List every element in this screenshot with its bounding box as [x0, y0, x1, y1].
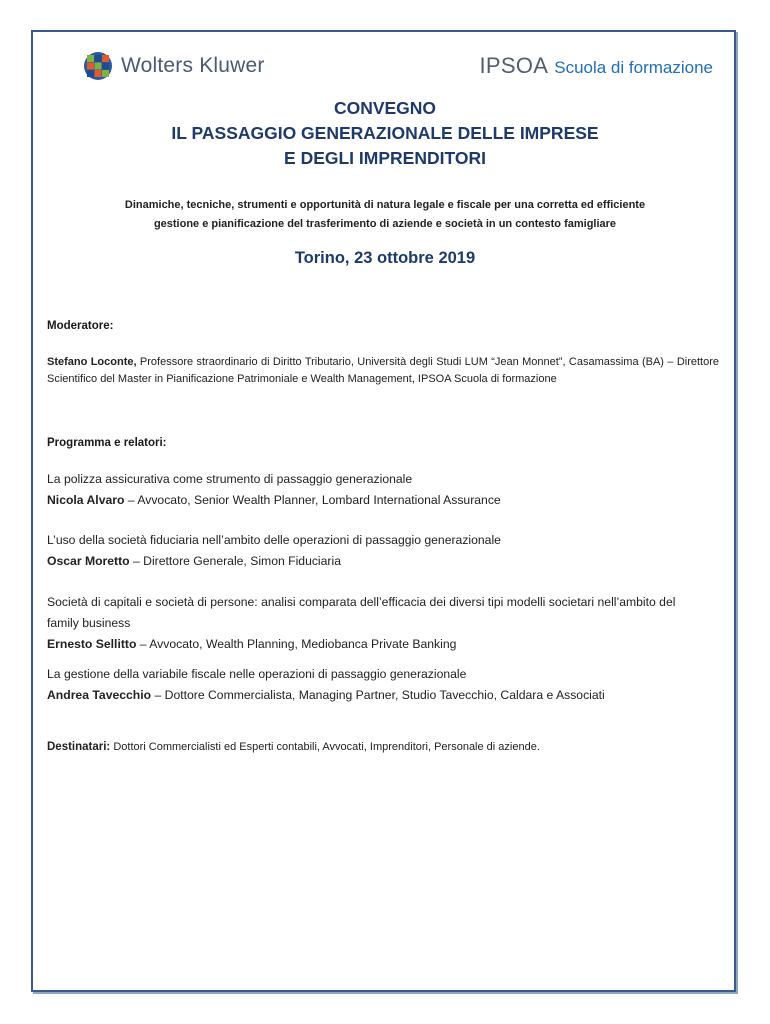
- moderator-heading: Moderatore:: [47, 320, 114, 332]
- ipsoa-logo: [479, 53, 713, 79]
- talk-speaker: Nicola Alvaro: [47, 493, 125, 507]
- scuola-text: Scuola di formazione: [554, 58, 713, 77]
- recipients-text: Dottori Commercialisti ed Esperti contabili, Avvocati, Imprenditori, Personale di aziende.: [110, 741, 540, 753]
- talk-speaker-role: – Avvocato, Senior Wealth Planner, Lombard International Assurance: [124, 493, 501, 507]
- recipients-label: Destinatari:: [47, 741, 111, 753]
- moderator-name: Stefano Loconte,: [47, 356, 137, 368]
- title-line-2: IL PASSAGGIO GENERAZIONALE DELLE IMPRESE: [171, 123, 599, 143]
- wolters-kluwer-logo: [83, 51, 265, 81]
- wolters-kluwer-text: Wolters Kluwer: [121, 54, 265, 77]
- event-date: Torino, 23 ottobre 2019: [294, 249, 476, 267]
- program-heading: Programma e relatori:: [47, 437, 167, 449]
- subtitle-line-2: gestione e pianificazione del trasferimento di aziende e società in un contesto famigliare: [153, 218, 617, 230]
- title-line-1: CONVEGNO: [333, 98, 437, 118]
- talk-speaker-role: – Dottore Commercialista, Managing Partner, Studio Tavecchio, Caldara e Associati: [151, 688, 605, 702]
- event-title: [40, 96, 730, 171]
- talk-speaker: Andrea Tavecchio: [47, 688, 152, 702]
- moderator-paragraph: [47, 354, 719, 388]
- talk-topic: La polizza assicurativa come strumento di passaggio generazionale: [47, 472, 413, 486]
- event-subtitle: [60, 196, 710, 234]
- page-border: [31, 30, 736, 992]
- moderator-description: Professore straordinario di Diritto Tributario, Università degli Studi LUM “Jean Monnet”, Casamassima (BA) – Direttore Scientifico del Master in Pianificazione Patrimoniale e Wealth Management, IPSOA Scuola di formazione: [47, 356, 719, 385]
- talk-speaker: Ernesto Sellitto: [47, 637, 137, 651]
- recipients-paragraph: [47, 741, 727, 753]
- wolters-kluwer-globe-icon: [83, 51, 113, 81]
- talk-item: [47, 664, 727, 706]
- talk-item: [47, 530, 727, 572]
- title-line-3: E DEGLI IMPRENDITORI: [284, 148, 486, 168]
- talk-item: [47, 469, 727, 511]
- talk-item: [47, 592, 707, 655]
- talk-speaker: Oscar Moretto: [47, 554, 130, 568]
- talk-speaker-role: – Avvocato, Wealth Planning, Mediobanca Private Banking: [136, 637, 457, 651]
- ipsoa-text: IPSOA: [479, 53, 549, 78]
- subtitle-line-1: Dinamiche, tecniche, strumenti e opportunità di natura legale e fiscale per una corretta ed efficiente: [124, 199, 646, 211]
- talk-speaker-role: – Direttore Generale, Simon Fiduciaria: [129, 554, 341, 568]
- talk-topic: La gestione della variabile fiscale nelle operazioni di passaggio generazionale: [47, 667, 467, 681]
- talk-topic: L’uso della società fiduciaria nell’ambito delle operazioni di passaggio generazionale: [47, 533, 501, 547]
- talk-topic: Società di capitali e società di persone: analisi comparata dell’efficacia dei diversi tipi modelli societari nell’ambito del family business: [47, 595, 676, 630]
